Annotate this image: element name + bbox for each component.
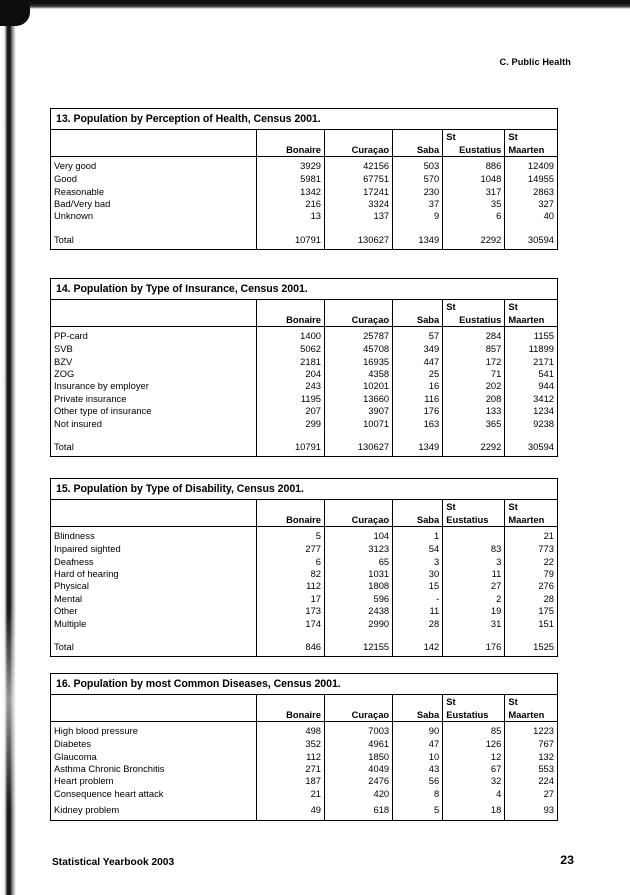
table-16-row-label: Kidney problem <box>54 803 120 815</box>
table-13-row <box>51 157 557 174</box>
table-14-header-label <box>51 313 256 327</box>
table-14-row <box>51 356 557 368</box>
table-14-cell-eustatius: 202 <box>443 380 505 392</box>
table-13-cell-maarten: 14955 <box>505 173 557 185</box>
table-16-cell-saba: 10 <box>393 751 443 763</box>
table-14-cell-eustatius: 71 <box>443 368 505 380</box>
table-16-header-label <box>51 708 256 722</box>
table-16-grid <box>51 695 557 820</box>
table-13-cell-saba: 570 <box>393 173 443 185</box>
table-15-header-label <box>51 513 256 527</box>
table-16-cell-eustatius: 126 <box>443 738 505 750</box>
table-15-cell-curacao: 1808 <box>325 580 393 592</box>
table-15-cell-curacao: 2438 <box>325 605 393 617</box>
table-15-cell-eustatius: 176 <box>443 630 505 656</box>
table-14-cell-maarten: 11899 <box>505 343 557 355</box>
table-14-cell-curacao: 10201 <box>325 380 393 392</box>
table-15-row <box>51 580 557 592</box>
table-14-row <box>51 380 557 392</box>
table-15-cell-curacao: 596 <box>325 593 393 605</box>
table-16-row <box>51 788 557 800</box>
table-13-cell-eustatius: 6 <box>443 210 505 222</box>
table-14-cell-saba: 116 <box>393 393 443 405</box>
table-15-row-label: Physical <box>54 580 89 592</box>
table-15-cell-maarten: 79 <box>505 568 557 580</box>
table-13 <box>50 108 558 250</box>
table-14-row-label: SVB <box>54 343 73 355</box>
table-13-header-eustatius: Eustatius <box>443 143 505 157</box>
table-16-head <box>51 695 557 722</box>
table-15-row <box>51 543 557 555</box>
table-14-cell-maarten: 30594 <box>505 430 557 456</box>
table-15-header-bonaire: Bonaire <box>256 513 324 527</box>
table-13-row-label: Reasonable <box>54 185 105 197</box>
table-16-row-label: High blood pressure <box>54 725 138 737</box>
table-15-header-st-eustatius-line1: St <box>443 500 505 513</box>
table-15-header-curacao: Curaçao <box>325 513 393 527</box>
table-14-row <box>51 327 557 344</box>
table-16 <box>50 673 558 821</box>
table-15-row <box>51 618 557 630</box>
table-14-row <box>51 405 557 417</box>
table-15-cell-maarten: 28 <box>505 593 557 605</box>
table-14-cell-bonaire: 5062 <box>256 343 324 355</box>
table-16-cell-eustatius: 67 <box>443 763 505 775</box>
table-16-cell-maarten: 132 <box>505 751 557 763</box>
table-14-row <box>51 343 557 355</box>
table-16-row-label: Glaucoma <box>54 750 97 762</box>
table-15-row <box>51 527 557 544</box>
table-16-cell-saba: 8 <box>393 788 443 800</box>
table-15-cell-saba: 142 <box>393 630 443 656</box>
table-15-cell-eustatius: 19 <box>443 605 505 617</box>
table-14-header-saba: Saba <box>393 313 443 327</box>
table-14-cell-curacao: 3907 <box>325 405 393 417</box>
table-15-cell-bonaire: 173 <box>256 605 324 617</box>
table-13-body <box>51 157 557 249</box>
table-15-cell-saba: 1 <box>393 527 443 544</box>
table-14-cell-eustatius: 365 <box>443 418 505 430</box>
table-14-header-maarten: Maarten <box>505 313 557 327</box>
table-15-header-spacer-saba <box>393 500 443 513</box>
table-14-row <box>51 418 557 430</box>
table-16-header-saba: Saba <box>393 708 443 722</box>
table-16-row-label: Consequence heart attack <box>54 787 164 799</box>
table-15-title: 15. Population by Type of Disability, Census 2001. <box>51 479 557 500</box>
table-15-cell-saba: 3 <box>393 556 443 568</box>
table-14-cell-saba: 163 <box>393 418 443 430</box>
table-13-cell-bonaire: 13 <box>256 210 324 222</box>
table-15-row-label: Inpaired sighted <box>54 543 121 555</box>
table-13-cell-bonaire: 216 <box>256 198 324 210</box>
table-15-cell-curacao: 104 <box>325 527 393 544</box>
table-13-cell-bonaire: 3929 <box>256 157 324 174</box>
table-15-cell-eustatius: 83 <box>443 543 505 555</box>
table-14-header-eustatius: Eustatius <box>443 313 505 327</box>
table-13-cell-saba: 503 <box>393 157 443 174</box>
table-16-cell-maarten: 224 <box>505 775 557 787</box>
table-14-cell-bonaire: 1195 <box>256 393 324 405</box>
table-15-cell-saba: 11 <box>393 605 443 617</box>
table-15-cell-maarten: 22 <box>505 556 557 568</box>
table-16-cell-bonaire: 187 <box>256 775 324 787</box>
table-15-cell-bonaire: 17 <box>256 593 324 605</box>
table-14-cell-eustatius: 284 <box>443 327 505 344</box>
table-13-cell-eustatius: 317 <box>443 186 505 198</box>
table-16-cell-maarten: 1223 <box>505 722 557 739</box>
table-14-cell-saba: 349 <box>393 343 443 355</box>
table-15-grid <box>51 500 557 656</box>
table-15-cell-eustatius: 27 <box>443 580 505 592</box>
table-14-cell-curacao: 4358 <box>325 368 393 380</box>
table-16-cell-eustatius: 18 <box>443 800 505 820</box>
table-15-header-spacer-bonaire <box>256 500 324 513</box>
table-15-total-row <box>51 630 557 656</box>
table-14-cell-curacao: 25787 <box>325 327 393 344</box>
table-15-cell-saba: 15 <box>393 580 443 592</box>
table-14-title: 14. Population by Type of Insurance, Census 2001. <box>51 279 557 300</box>
table-13-header-maarten: Maarten <box>505 143 557 157</box>
table-15-cell-maarten: 151 <box>505 618 557 630</box>
table-15-cell-saba: 54 <box>393 543 443 555</box>
table-13-cell-maarten: 40 <box>505 210 557 222</box>
table-13-cell-eustatius: 886 <box>443 157 505 174</box>
table-15-cell-curacao: 65 <box>325 556 393 568</box>
table-13-title: 13. Population by Perception of Health, Census 2001. <box>51 109 557 130</box>
table-16-cell-eustatius: 85 <box>443 722 505 739</box>
table-15-row-label: Deafness <box>54 555 94 567</box>
table-16-cell-bonaire: 352 <box>256 738 324 750</box>
table-16-cell-curacao: 1850 <box>325 751 393 763</box>
table-16-cell-bonaire: 271 <box>256 763 324 775</box>
table-13-cell-curacao: 130627 <box>325 223 393 249</box>
table-14-cell-maarten: 1234 <box>505 405 557 417</box>
table-13-row-label: Very good <box>54 160 97 172</box>
table-13-cell-curacao: 3324 <box>325 198 393 210</box>
table-13-cell-curacao: 42156 <box>325 157 393 174</box>
table-14-header-spacer-curacao <box>325 300 393 313</box>
table-15-row-label: Hard of hearing <box>54 567 119 579</box>
table-14-cell-bonaire: 1400 <box>256 327 324 344</box>
table-13-cell-eustatius: 35 <box>443 198 505 210</box>
table-14-cell-saba: 16 <box>393 380 443 392</box>
table-13-header-curacao: Curaçao <box>325 143 393 157</box>
table-14-cell-curacao: 16935 <box>325 356 393 368</box>
table-16-cell-saba: 56 <box>393 775 443 787</box>
table-13-header-spacer-curacao <box>325 130 393 143</box>
scan-edge-left-fade <box>0 610 22 810</box>
table-14-total-row <box>51 430 557 456</box>
table-15-cell-bonaire: 174 <box>256 618 324 630</box>
table-15-body <box>51 527 557 656</box>
table-14-cell-curacao: 10071 <box>325 418 393 430</box>
table-13-row <box>51 210 557 222</box>
table-14-cell-eustatius: 2292 <box>443 430 505 456</box>
table-14-cell-saba: 447 <box>393 356 443 368</box>
table-15-cell-eustatius: 3 <box>443 556 505 568</box>
table-13-header-st-eustatius-line1: St <box>443 130 505 143</box>
table-15-header-saba: Saba <box>393 513 443 527</box>
table-14-row-label: Other type of insurance <box>54 405 152 417</box>
table-15-row <box>51 568 557 580</box>
table-15-cell-maarten: 276 <box>505 580 557 592</box>
table-14-header-bonaire: Bonaire <box>256 313 324 327</box>
table-16-cell-maarten: 767 <box>505 738 557 750</box>
table-15-row <box>51 605 557 617</box>
table-14-row-label: ZOG <box>54 367 75 379</box>
table-16-header-st-eustatius-line1: St <box>443 695 505 708</box>
table-13-header-spacer-bonaire <box>256 130 324 143</box>
table-14-row-label: BZV <box>54 355 73 367</box>
table-15-cell-bonaire: 112 <box>256 580 324 592</box>
table-13-total-label: Total <box>54 233 74 245</box>
table-15-cell-maarten: 773 <box>505 543 557 555</box>
table-16-cell-curacao: 7003 <box>325 722 393 739</box>
table-13-cell-maarten: 2863 <box>505 186 557 198</box>
table-15-cell-eustatius: 11 <box>443 568 505 580</box>
table-14-cell-saba: 176 <box>393 405 443 417</box>
table-16-header-st-maarten-line1: St <box>505 695 557 708</box>
scan-edge-top <box>0 0 630 9</box>
table-16-row <box>51 722 557 739</box>
table-15-header-eustatius: Eustatius <box>443 513 505 527</box>
table-15-header-spacer-curacao <box>325 500 393 513</box>
table-14-grid <box>51 300 557 456</box>
table-14-cell-eustatius: 133 <box>443 405 505 417</box>
table-14-header-spacer-saba <box>393 300 443 313</box>
table-16-cell-maarten: 553 <box>505 763 557 775</box>
table-13-row-label: Good <box>54 173 77 185</box>
table-16-row-label: Heart problem <box>54 775 114 787</box>
table-15-cell-saba: 30 <box>393 568 443 580</box>
table-13-header-saba: Saba <box>393 143 443 157</box>
table-13-cell-maarten: 327 <box>505 198 557 210</box>
table-13-row-label: Bad/Very bad <box>54 197 111 209</box>
table-14-header-spacer-bonaire <box>256 300 324 313</box>
table-14-row <box>51 393 557 405</box>
table-14-row-label: Insurance by employer <box>54 380 149 392</box>
table-16-title: 16. Population by most Common Diseases, Census 2001. <box>51 674 557 695</box>
table-14-cell-eustatius: 172 <box>443 356 505 368</box>
table-16-cell-curacao: 618 <box>325 800 393 820</box>
table-16-header-spacer-bonaire <box>256 695 324 708</box>
table-14 <box>50 278 558 457</box>
table-16-cell-maarten: 27 <box>505 788 557 800</box>
table-15-row <box>51 556 557 568</box>
table-15-cell-bonaire: 846 <box>256 630 324 656</box>
table-13-cell-curacao: 17241 <box>325 186 393 198</box>
table-13-cell-maarten: 12409 <box>505 157 557 174</box>
table-14-cell-maarten: 541 <box>505 368 557 380</box>
table-13-cell-curacao: 67751 <box>325 173 393 185</box>
table-15-header-st-maarten-line1: St <box>505 500 557 513</box>
table-16-header-maarten: Maarten <box>505 708 557 722</box>
table-15-row-label: Blindness <box>54 530 95 542</box>
table-16-row <box>51 800 557 820</box>
table-14-total-label: Total <box>54 441 74 453</box>
table-14-cell-saba: 57 <box>393 327 443 344</box>
table-14-cell-eustatius: 208 <box>443 393 505 405</box>
table-15-row <box>51 593 557 605</box>
table-16-header-spacer-saba <box>393 695 443 708</box>
table-14-cell-maarten: 9238 <box>505 418 557 430</box>
table-13-total-row <box>51 223 557 249</box>
table-14-cell-bonaire: 204 <box>256 368 324 380</box>
table-15-cell-saba: 28 <box>393 618 443 630</box>
table-15-cell-maarten: 1525 <box>505 630 557 656</box>
table-14-cell-curacao: 13660 <box>325 393 393 405</box>
table-15-header-maarten: Maarten <box>505 513 557 527</box>
table-14-cell-bonaire: 243 <box>256 380 324 392</box>
table-15-row-label: Mental <box>54 592 83 604</box>
table-15-cell-curacao: 1031 <box>325 568 393 580</box>
table-15-cell-bonaire: 82 <box>256 568 324 580</box>
table-14-cell-saba: 1349 <box>393 430 443 456</box>
table-14-cell-eustatius: 857 <box>443 343 505 355</box>
table-16-cell-bonaire: 112 <box>256 751 324 763</box>
table-16-row-label: Diabetes <box>54 738 92 750</box>
table-16-cell-bonaire: 21 <box>256 788 324 800</box>
table-15-row-label: Other <box>54 605 78 617</box>
table-16-row <box>51 751 557 763</box>
table-15-cell-curacao: 3123 <box>325 543 393 555</box>
table-15-cell-eustatius <box>443 527 505 544</box>
table-14-row-label: Not insured <box>54 417 102 429</box>
table-13-cell-saba: 230 <box>393 186 443 198</box>
table-15-cell-eustatius: 2 <box>443 593 505 605</box>
table-16-cell-maarten: 93 <box>505 800 557 820</box>
table-13-cell-curacao: 137 <box>325 210 393 222</box>
table-16-cell-saba: 5 <box>393 800 443 820</box>
table-15-cell-bonaire: 5 <box>256 527 324 544</box>
table-13-row-label: Unknown <box>54 210 94 222</box>
table-13-cell-eustatius: 2292 <box>443 223 505 249</box>
table-14-row <box>51 368 557 380</box>
table-13-cell-saba: 37 <box>393 198 443 210</box>
table-16-row <box>51 738 557 750</box>
table-14-cell-bonaire: 207 <box>256 405 324 417</box>
table-16-cell-eustatius: 4 <box>443 788 505 800</box>
table-16-cell-saba: 43 <box>393 763 443 775</box>
table-14-header-curacao: Curaçao <box>325 313 393 327</box>
table-14-cell-maarten: 944 <box>505 380 557 392</box>
table-16-cell-eustatius: 12 <box>443 751 505 763</box>
table-15 <box>50 478 558 657</box>
table-15-row-label: Multiple <box>54 617 87 629</box>
table-14-header-st-maarten-line1: St <box>505 300 557 313</box>
table-14-header-st-eustatius-line1: St <box>443 300 505 313</box>
table-14-head <box>51 300 557 327</box>
table-14-cell-maarten: 1155 <box>505 327 557 344</box>
running-head: C. Public Health <box>499 57 571 67</box>
table-14-cell-curacao: 130627 <box>325 430 393 456</box>
table-13-header-label <box>51 143 256 157</box>
table-16-cell-curacao: 2476 <box>325 775 393 787</box>
table-15-cell-bonaire: 6 <box>256 556 324 568</box>
table-14-row-label: Private insurance <box>54 392 127 404</box>
table-15-cell-eustatius: 31 <box>443 618 505 630</box>
table-16-row-label: Asthma Chronic Bronchitis <box>54 762 165 774</box>
table-13-header-st-maarten-line1: St <box>505 130 557 143</box>
table-16-header-spacer-curacao <box>325 695 393 708</box>
table-16-header-spacer-label <box>51 695 256 708</box>
table-13-row <box>51 198 557 210</box>
table-15-cell-maarten: 175 <box>505 605 557 617</box>
table-15-head <box>51 500 557 527</box>
scan-corner-artifact <box>0 0 30 26</box>
table-15-cell-curacao: 12155 <box>325 630 393 656</box>
table-14-cell-saba: 25 <box>393 368 443 380</box>
table-16-cell-curacao: 4049 <box>325 763 393 775</box>
table-14-cell-bonaire: 299 <box>256 418 324 430</box>
table-16-cell-bonaire: 49 <box>256 800 324 820</box>
table-14-row-label: PP-card <box>54 330 88 342</box>
table-16-cell-eustatius: 32 <box>443 775 505 787</box>
table-14-cell-maarten: 3412 <box>505 393 557 405</box>
table-13-cell-saba: 1349 <box>393 223 443 249</box>
table-13-cell-eustatius: 1048 <box>443 173 505 185</box>
table-15-cell-saba: - <box>393 593 443 605</box>
table-15-total-label: Total <box>54 641 74 653</box>
table-16-header-curacao: Curaçao <box>325 708 393 722</box>
table-16-row <box>51 763 557 775</box>
table-13-cell-bonaire: 5981 <box>256 173 324 185</box>
footer-page-number: 23 <box>560 853 574 867</box>
table-16-cell-curacao: 420 <box>325 788 393 800</box>
table-13-header-bonaire: Bonaire <box>256 143 324 157</box>
table-16-body <box>51 722 557 821</box>
table-15-cell-bonaire: 277 <box>256 543 324 555</box>
table-14-cell-bonaire: 10791 <box>256 430 324 456</box>
table-14-header-spacer-label <box>51 300 256 313</box>
table-16-cell-saba: 47 <box>393 738 443 750</box>
table-13-row <box>51 186 557 198</box>
table-15-cell-maarten: 21 <box>505 527 557 544</box>
table-13-grid <box>51 130 557 249</box>
table-13-cell-saba: 9 <box>393 210 443 222</box>
table-14-cell-bonaire: 2181 <box>256 356 324 368</box>
table-16-row <box>51 775 557 787</box>
table-13-cell-bonaire: 10791 <box>256 223 324 249</box>
table-14-cell-curacao: 45708 <box>325 343 393 355</box>
footer-title: Statistical Yearbook 2003 <box>52 857 175 868</box>
table-13-cell-maarten: 30594 <box>505 223 557 249</box>
table-13-head <box>51 130 557 157</box>
table-16-cell-saba: 90 <box>393 722 443 739</box>
table-14-cell-maarten: 2171 <box>505 356 557 368</box>
table-15-cell-curacao: 2990 <box>325 618 393 630</box>
table-15-header-spacer-label <box>51 500 256 513</box>
table-16-header-bonaire: Bonaire <box>256 708 324 722</box>
table-14-body <box>51 327 557 456</box>
table-13-header-spacer-label <box>51 130 256 143</box>
table-13-header-spacer-saba <box>393 130 443 143</box>
table-13-row <box>51 173 557 185</box>
table-16-cell-curacao: 4961 <box>325 738 393 750</box>
table-16-header-eustatius: Eustatius <box>443 708 505 722</box>
table-16-cell-bonaire: 498 <box>256 722 324 739</box>
table-13-cell-bonaire: 1342 <box>256 186 324 198</box>
